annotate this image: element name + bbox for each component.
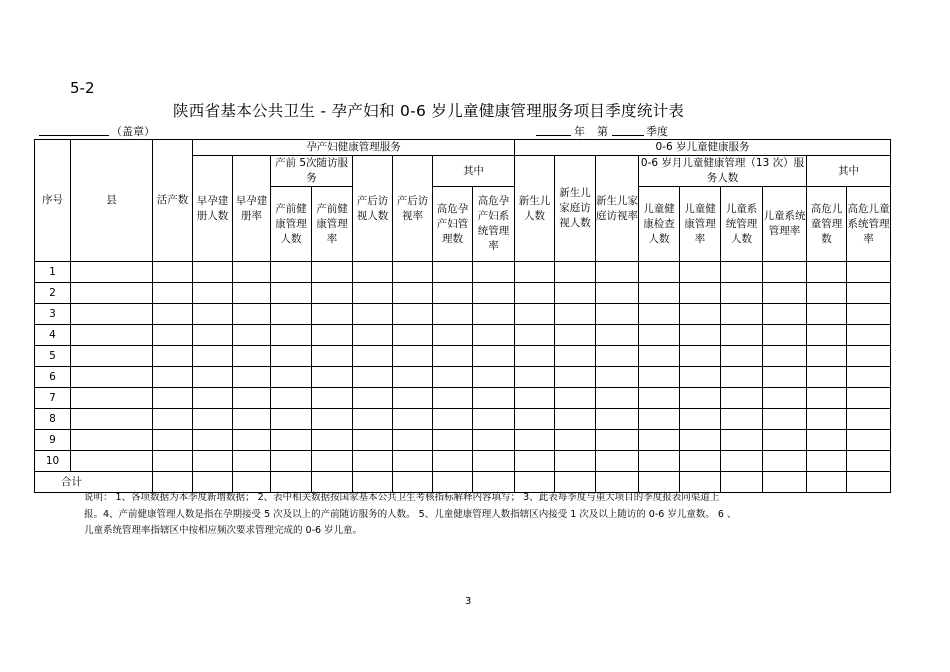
table-cell[interactable] bbox=[153, 325, 193, 346]
table-cell[interactable] bbox=[763, 409, 807, 430]
table-cell[interactable] bbox=[807, 451, 847, 472]
table-cell[interactable] bbox=[807, 283, 847, 304]
table-cell[interactable] bbox=[71, 430, 153, 451]
table-cell[interactable] bbox=[763, 262, 807, 283]
table-cell[interactable] bbox=[473, 304, 515, 325]
table-cell[interactable] bbox=[596, 388, 639, 409]
table-cell[interactable] bbox=[847, 430, 891, 451]
table-cell[interactable] bbox=[639, 283, 680, 304]
table-cell[interactable] bbox=[353, 325, 393, 346]
header-postnatal-count: 产后访视人数 bbox=[353, 156, 393, 262]
note-line-2: 报。4、产前健康管理人数是指在孕期接受 5 次及以上的产前随访服务的人数。 5、儿童健康管理人数指辖区内接受 1 次及以上随访的 0-6 岁儿童数。 6 、 bbox=[84, 508, 737, 520]
table-cell[interactable] bbox=[193, 367, 233, 388]
table-cell[interactable] bbox=[233, 367, 271, 388]
table-cell[interactable] bbox=[515, 388, 555, 409]
table-cell[interactable] bbox=[271, 451, 312, 472]
table-cell[interactable] bbox=[555, 388, 596, 409]
table-cell[interactable] bbox=[515, 325, 555, 346]
table-cell[interactable] bbox=[312, 346, 353, 367]
notes bbox=[84, 490, 904, 540]
header-maternal-among: 其中 bbox=[433, 156, 515, 187]
table-cell[interactable] bbox=[473, 325, 515, 346]
table-cell[interactable] bbox=[555, 304, 596, 325]
table-cell[interactable] bbox=[555, 430, 596, 451]
table-cell[interactable] bbox=[433, 346, 473, 367]
header-live-births: 活产数 bbox=[153, 140, 193, 262]
table-cell[interactable] bbox=[233, 262, 271, 283]
table-cell[interactable] bbox=[71, 409, 153, 430]
table-cell[interactable] bbox=[271, 304, 312, 325]
table-cell[interactable] bbox=[639, 262, 680, 283]
table-cell[interactable] bbox=[193, 409, 233, 430]
table-cell[interactable] bbox=[807, 367, 847, 388]
table-cell[interactable] bbox=[353, 409, 393, 430]
table-cell[interactable] bbox=[193, 325, 233, 346]
table-cell[interactable] bbox=[353, 430, 393, 451]
table-cell[interactable] bbox=[847, 262, 891, 283]
table-row bbox=[35, 367, 891, 388]
table-cell[interactable] bbox=[233, 346, 271, 367]
table-cell[interactable] bbox=[596, 430, 639, 451]
table-row bbox=[35, 388, 891, 409]
table-cell[interactable] bbox=[639, 388, 680, 409]
table-cell[interactable] bbox=[763, 430, 807, 451]
table-cell[interactable] bbox=[393, 367, 433, 388]
table-cell[interactable] bbox=[193, 283, 233, 304]
table-cell[interactable] bbox=[433, 283, 473, 304]
table-cell[interactable] bbox=[353, 262, 393, 283]
table-cell[interactable] bbox=[807, 388, 847, 409]
table-cell[interactable] bbox=[353, 388, 393, 409]
table-cell[interactable] bbox=[353, 283, 393, 304]
table-cell[interactable] bbox=[473, 346, 515, 367]
table-cell[interactable] bbox=[515, 262, 555, 283]
table-cell[interactable] bbox=[639, 409, 680, 430]
row-number: 1 bbox=[35, 262, 71, 283]
table-cell[interactable] bbox=[555, 325, 596, 346]
header-county: 县 bbox=[71, 140, 153, 262]
table-row bbox=[35, 262, 891, 283]
table-cell[interactable] bbox=[71, 304, 153, 325]
table-cell[interactable] bbox=[71, 388, 153, 409]
table-cell[interactable] bbox=[271, 388, 312, 409]
table-cell[interactable] bbox=[153, 304, 193, 325]
table-cell[interactable] bbox=[555, 262, 596, 283]
table-cell[interactable] bbox=[193, 388, 233, 409]
table-cell[interactable] bbox=[847, 409, 891, 430]
table-cell[interactable] bbox=[153, 388, 193, 409]
row-number: 7 bbox=[35, 388, 71, 409]
seal-underline bbox=[39, 135, 109, 136]
header-prenatal-rate: 产前健康管理率 bbox=[312, 187, 353, 262]
table-cell[interactable] bbox=[807, 430, 847, 451]
header-child-group: 0-6 岁儿童健康服务 bbox=[515, 140, 891, 156]
header-seq: 序号 bbox=[35, 140, 71, 262]
table-cell[interactable] bbox=[596, 346, 639, 367]
table-cell[interactable] bbox=[433, 409, 473, 430]
table-cell[interactable] bbox=[596, 367, 639, 388]
note-line-1: 说明： 1、各项数据为本季度新增数据； 2、表中相关数据按国家基本公共卫生考核指标解释内容填写； 3、此表每季度与重大项目的季度报表同渠道上 bbox=[84, 492, 720, 503]
table-cell[interactable] bbox=[393, 304, 433, 325]
table-cell[interactable] bbox=[847, 388, 891, 409]
table-cell[interactable] bbox=[312, 409, 353, 430]
note-line-3: 儿童系统管理率指辖区中按相应频次要求管理完成的 0-6 岁儿童。 bbox=[84, 525, 363, 536]
quarter-suffix: 季度 bbox=[646, 125, 668, 138]
table-cell[interactable] bbox=[71, 283, 153, 304]
table-cell[interactable] bbox=[847, 325, 891, 346]
table-cell[interactable] bbox=[639, 367, 680, 388]
table-cell[interactable] bbox=[71, 262, 153, 283]
table-cell[interactable] bbox=[515, 283, 555, 304]
page-number: 3 bbox=[465, 596, 472, 607]
table-cell[interactable] bbox=[721, 409, 763, 430]
table-cell[interactable] bbox=[721, 262, 763, 283]
table-cell[interactable] bbox=[639, 325, 680, 346]
table-cell[interactable] bbox=[153, 430, 193, 451]
table-cell[interactable] bbox=[312, 451, 353, 472]
table-cell[interactable] bbox=[596, 451, 639, 472]
table-cell[interactable] bbox=[233, 430, 271, 451]
table-cell[interactable] bbox=[353, 367, 393, 388]
table-cell[interactable] bbox=[721, 367, 763, 388]
table-cell[interactable] bbox=[353, 346, 393, 367]
table-cell[interactable] bbox=[233, 283, 271, 304]
row-number: 5 bbox=[35, 346, 71, 367]
table-row bbox=[35, 430, 891, 451]
table-cell[interactable] bbox=[433, 451, 473, 472]
table-cell[interactable] bbox=[721, 283, 763, 304]
table-cell[interactable] bbox=[233, 388, 271, 409]
table-cell[interactable] bbox=[271, 367, 312, 388]
table-cell[interactable] bbox=[153, 283, 193, 304]
table-cell[interactable] bbox=[473, 283, 515, 304]
table-cell[interactable] bbox=[639, 346, 680, 367]
table-cell[interactable] bbox=[312, 388, 353, 409]
table-cell[interactable] bbox=[393, 325, 433, 346]
table-cell[interactable] bbox=[596, 325, 639, 346]
table-cell[interactable] bbox=[312, 262, 353, 283]
table-cell[interactable] bbox=[71, 346, 153, 367]
table-cell[interactable] bbox=[763, 388, 807, 409]
table-cell[interactable] bbox=[71, 451, 153, 472]
table-cell[interactable] bbox=[153, 262, 193, 283]
header-prenatal-count: 产前健康管理人数 bbox=[271, 187, 312, 262]
table-cell[interactable] bbox=[312, 304, 353, 325]
table-cell[interactable] bbox=[721, 451, 763, 472]
table-cell[interactable] bbox=[763, 304, 807, 325]
table-cell[interactable] bbox=[847, 283, 891, 304]
table-cell[interactable] bbox=[393, 451, 433, 472]
table-cell[interactable] bbox=[807, 325, 847, 346]
seal-label: （盖章） bbox=[111, 125, 155, 138]
table-cell[interactable] bbox=[393, 262, 433, 283]
table-cell[interactable] bbox=[233, 304, 271, 325]
table-cell[interactable] bbox=[847, 346, 891, 367]
table-cell[interactable] bbox=[763, 283, 807, 304]
table-cell[interactable] bbox=[393, 283, 433, 304]
header-hr-maternal-rate: 高危孕产妇系统管理率 bbox=[473, 187, 515, 262]
table-cell[interactable] bbox=[71, 367, 153, 388]
total-label: 合计 bbox=[35, 472, 153, 493]
table-cell[interactable] bbox=[193, 430, 233, 451]
header-postnatal-rate: 产后访视率 bbox=[393, 156, 433, 262]
table-cell[interactable] bbox=[153, 451, 193, 472]
header-child-sys-rate: 儿童系统管理率 bbox=[763, 187, 807, 262]
table-cell[interactable] bbox=[721, 346, 763, 367]
table-cell[interactable] bbox=[271, 262, 312, 283]
table-cell[interactable] bbox=[680, 367, 721, 388]
table-cell[interactable] bbox=[433, 430, 473, 451]
table-cell[interactable] bbox=[639, 304, 680, 325]
table-row bbox=[35, 304, 891, 325]
table-cell[interactable] bbox=[473, 430, 515, 451]
table-cell[interactable] bbox=[721, 325, 763, 346]
row-number: 9 bbox=[35, 430, 71, 451]
table-cell[interactable] bbox=[596, 283, 639, 304]
table-cell[interactable] bbox=[71, 325, 153, 346]
table-cell[interactable] bbox=[721, 430, 763, 451]
quarter-prefix: 第 bbox=[597, 125, 608, 138]
table-cell[interactable] bbox=[153, 409, 193, 430]
form-number: 5-2 bbox=[70, 79, 95, 97]
table-cell[interactable] bbox=[433, 367, 473, 388]
table-cell[interactable] bbox=[515, 367, 555, 388]
table-cell[interactable] bbox=[847, 304, 891, 325]
table-cell[interactable] bbox=[393, 409, 433, 430]
table-cell[interactable] bbox=[515, 409, 555, 430]
header-child-mgmt-group: 0-6 岁月儿童健康管理（13 次）服务人数 bbox=[639, 156, 807, 187]
table-cell[interactable] bbox=[763, 346, 807, 367]
table-cell[interactable] bbox=[596, 262, 639, 283]
table-cell[interactable] bbox=[271, 430, 312, 451]
table-cell[interactable] bbox=[680, 388, 721, 409]
table-cell[interactable] bbox=[193, 346, 233, 367]
table-cell[interactable] bbox=[193, 262, 233, 283]
statistics-table bbox=[34, 139, 891, 493]
table-cell[interactable] bbox=[807, 262, 847, 283]
page-title: 陕西省基本公共卫生 - 孕产妇和 0-6 岁儿童健康管理服务项目季度统计表 bbox=[173, 102, 685, 120]
table-cell[interactable] bbox=[515, 451, 555, 472]
table-cell[interactable] bbox=[312, 283, 353, 304]
table-cell[interactable] bbox=[473, 388, 515, 409]
table-cell[interactable] bbox=[393, 430, 433, 451]
table-cell[interactable] bbox=[680, 346, 721, 367]
table-cell[interactable] bbox=[847, 451, 891, 472]
table-cell[interactable] bbox=[555, 451, 596, 472]
table-cell[interactable] bbox=[153, 346, 193, 367]
header-hr-child-count: 高危儿童管理数 bbox=[807, 187, 847, 262]
table-cell[interactable] bbox=[271, 409, 312, 430]
row-number: 3 bbox=[35, 304, 71, 325]
table-cell[interactable] bbox=[807, 346, 847, 367]
table-cell[interactable] bbox=[433, 388, 473, 409]
table-cell[interactable] bbox=[515, 430, 555, 451]
table-cell[interactable] bbox=[555, 346, 596, 367]
table-cell[interactable] bbox=[680, 325, 721, 346]
header-child-sys-count: 儿童系统管理人数 bbox=[721, 187, 763, 262]
table-cell[interactable] bbox=[193, 451, 233, 472]
header-early-rate: 早孕建册率 bbox=[233, 156, 271, 262]
table-cell[interactable] bbox=[807, 409, 847, 430]
table-cell[interactable] bbox=[680, 304, 721, 325]
header-prenatal-group: 产前 5次随访服务 bbox=[271, 156, 353, 187]
table-cell[interactable] bbox=[271, 283, 312, 304]
table-cell[interactable] bbox=[312, 430, 353, 451]
table-row bbox=[35, 325, 891, 346]
table-row bbox=[35, 451, 891, 472]
header-home-visit-count: 新生儿家庭访视人数 bbox=[555, 156, 596, 262]
table-cell[interactable] bbox=[515, 346, 555, 367]
table-cell[interactable] bbox=[393, 346, 433, 367]
quarter-underline bbox=[612, 135, 644, 136]
table-cell[interactable] bbox=[596, 304, 639, 325]
table-cell[interactable] bbox=[312, 367, 353, 388]
table-cell[interactable] bbox=[271, 346, 312, 367]
row-number: 4 bbox=[35, 325, 71, 346]
table-cell[interactable] bbox=[233, 409, 271, 430]
header-newborn-count: 新生儿人数 bbox=[515, 156, 555, 262]
row-number: 6 bbox=[35, 367, 71, 388]
table-cell[interactable] bbox=[271, 325, 312, 346]
table-row bbox=[35, 283, 891, 304]
table-cell[interactable] bbox=[680, 430, 721, 451]
year-underline bbox=[536, 135, 571, 136]
table-cell[interactable] bbox=[353, 304, 393, 325]
header-child-among: 其中 bbox=[807, 156, 891, 187]
table-cell[interactable] bbox=[153, 367, 193, 388]
row-number: 2 bbox=[35, 283, 71, 304]
header-child-mgmt-rate: 儿童健康管理率 bbox=[680, 187, 721, 262]
table-cell[interactable] bbox=[721, 388, 763, 409]
table-cell[interactable] bbox=[312, 325, 353, 346]
table-cell[interactable] bbox=[393, 388, 433, 409]
table-cell[interactable] bbox=[763, 325, 807, 346]
table-cell[interactable] bbox=[721, 304, 763, 325]
table-cell[interactable] bbox=[763, 367, 807, 388]
data-rows bbox=[35, 262, 891, 472]
table-cell[interactable] bbox=[473, 262, 515, 283]
table-cell[interactable] bbox=[433, 304, 473, 325]
table-cell[interactable] bbox=[433, 262, 473, 283]
table-cell[interactable] bbox=[680, 451, 721, 472]
header-maternal-group: 孕产妇健康管理服务 bbox=[193, 140, 515, 156]
header-home-visit-rate: 新生儿家庭访视率 bbox=[596, 156, 639, 262]
table-cell[interactable] bbox=[763, 451, 807, 472]
table-cell[interactable] bbox=[639, 451, 680, 472]
table-cell[interactable] bbox=[680, 409, 721, 430]
year-label: 年 bbox=[574, 125, 585, 138]
table-row bbox=[35, 346, 891, 367]
row-number: 8 bbox=[35, 409, 71, 430]
table-cell[interactable] bbox=[473, 367, 515, 388]
header-child-check-count: 儿童健康检查人数 bbox=[639, 187, 680, 262]
table-cell[interactable] bbox=[555, 409, 596, 430]
table-cell[interactable] bbox=[555, 283, 596, 304]
table-cell[interactable] bbox=[807, 304, 847, 325]
table-cell[interactable] bbox=[353, 451, 393, 472]
table-cell[interactable] bbox=[233, 451, 271, 472]
table-cell[interactable] bbox=[433, 325, 473, 346]
header-hr-maternal-count: 高危孕产妇管理数 bbox=[433, 187, 473, 262]
table-cell[interactable] bbox=[639, 430, 680, 451]
table-cell[interactable] bbox=[680, 283, 721, 304]
header-early-count: 早孕建册人数 bbox=[193, 156, 233, 262]
table-cell[interactable] bbox=[680, 262, 721, 283]
table-cell[interactable] bbox=[473, 451, 515, 472]
row-number: 10 bbox=[35, 451, 71, 472]
table-cell[interactable] bbox=[233, 325, 271, 346]
table-row bbox=[35, 409, 891, 430]
table-cell[interactable] bbox=[515, 304, 555, 325]
table-cell[interactable] bbox=[596, 409, 639, 430]
table-cell[interactable] bbox=[193, 304, 233, 325]
table-cell[interactable] bbox=[847, 367, 891, 388]
table-cell[interactable] bbox=[555, 367, 596, 388]
table-cell[interactable] bbox=[473, 409, 515, 430]
header-hr-child-rate: 高危儿童系统管理率 bbox=[847, 187, 891, 262]
